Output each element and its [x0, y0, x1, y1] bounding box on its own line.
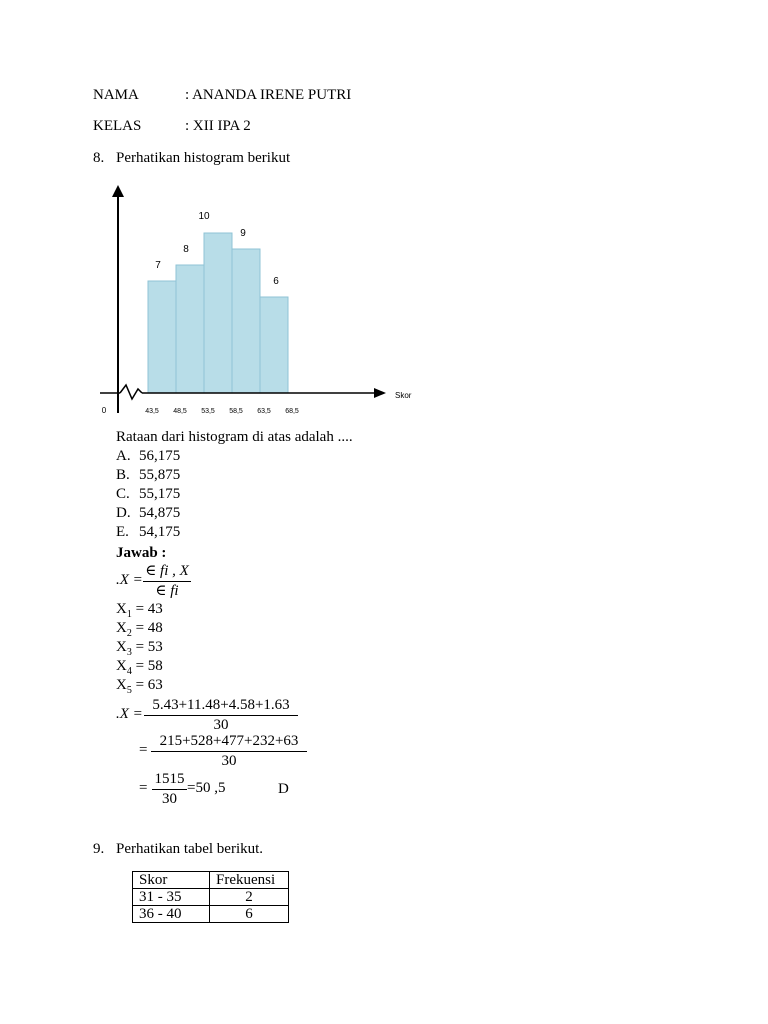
- histogram-tick-labels: [145, 408, 299, 415]
- histogram-bar: [260, 297, 288, 393]
- q9-number: 9.: [93, 841, 105, 857]
- frequency-table: [132, 871, 289, 923]
- bar-value-label: 7: [155, 260, 161, 271]
- q9-prompt: Perhatikan tabel berikut.: [116, 841, 264, 857]
- nama-value: : ANANDA IRENE PUTRI: [185, 87, 352, 103]
- x-value: = 58: [131, 658, 163, 674]
- histogram-chart: [90, 180, 430, 425]
- calc1-denominator: 30: [213, 717, 229, 733]
- x-symbol: X: [116, 639, 127, 655]
- calc3-equals: =: [139, 780, 148, 796]
- option-value: 55,875: [139, 467, 181, 483]
- table-header-cell: Skor: [133, 872, 210, 889]
- y-axis-arrow: [112, 185, 124, 197]
- q8-question: Rataan dari histogram di atas adalah ....: [116, 429, 353, 445]
- x-value-item: [116, 620, 163, 639]
- mean-formula-fraction: [143, 563, 191, 600]
- x-symbol: X: [116, 601, 127, 617]
- x-value-item: [116, 658, 163, 677]
- option-key: D.: [116, 505, 131, 521]
- option-key: C.: [116, 486, 130, 502]
- x-tick-label: 58,5: [229, 408, 243, 415]
- x-subscript: 4: [126, 666, 132, 677]
- x-tick-label: 43,5: [145, 408, 159, 415]
- calc2-equals: =: [139, 742, 148, 758]
- histogram-bar: [204, 233, 232, 393]
- fraction-bar: [144, 715, 298, 716]
- calc3-result: =50 ,5: [187, 780, 226, 796]
- x-value: = 43: [131, 601, 163, 617]
- option-value: 55,175: [139, 486, 181, 502]
- calc2-denominator: 30: [221, 753, 237, 769]
- formula-denominator: ∈ fi: [155, 583, 179, 599]
- axis-break-zigzag: [120, 385, 142, 399]
- option-key: B.: [116, 467, 130, 483]
- calc2-numerator: 215+528+477+232+63: [159, 733, 299, 749]
- option-value: 54,175: [139, 524, 181, 540]
- bar-value-label: 10: [198, 211, 210, 222]
- answer-label: Jawab :: [116, 545, 167, 561]
- x-subscript: 3: [126, 647, 132, 658]
- x-symbol: X: [116, 658, 127, 674]
- x-value-item: [116, 677, 163, 696]
- q8-prompt: Perhatikan histogram berikut: [116, 150, 291, 166]
- x-value: = 48: [131, 620, 163, 636]
- x-axis-label: Skor: [395, 391, 412, 400]
- kelas-value: : XII IPA 2: [185, 118, 251, 134]
- bar-value-label: 6: [273, 276, 279, 287]
- table-header-cell: Frekuensi: [210, 872, 289, 889]
- bar-value-label: 8: [183, 244, 189, 255]
- calc1-numerator: 5.43+11.48+4.58+1.63: [152, 697, 290, 713]
- option-key: A.: [116, 448, 131, 464]
- option-value: 54,875: [139, 505, 181, 521]
- mean-symbol: .X =: [116, 572, 143, 588]
- final-answer: D: [278, 781, 289, 797]
- x-value-item: [116, 639, 163, 658]
- x-axis-arrow: [374, 388, 386, 398]
- x-value: = 53: [131, 639, 163, 655]
- histogram-bar: [232, 249, 260, 393]
- calc1-prefix: .X =: [116, 706, 143, 722]
- x-tick-label: 63,5: [257, 408, 271, 415]
- x-value: = 63: [131, 677, 163, 693]
- fraction-bar: [151, 751, 307, 752]
- table-row: [133, 889, 289, 906]
- x-tick-label: 53,5: [201, 408, 215, 415]
- option-value: 56,175: [139, 448, 181, 464]
- histogram-bar: [176, 265, 204, 393]
- x-tick-label: 68,5: [285, 408, 299, 415]
- fraction-bar: [143, 581, 191, 582]
- histogram-bars: [148, 233, 288, 393]
- table-cell: 31 - 35: [133, 889, 210, 906]
- kelas-label: KELAS: [93, 118, 142, 134]
- table-header-row: [133, 872, 289, 889]
- calc1-fraction: [144, 697, 298, 734]
- calc3-numerator: 1515: [154, 771, 185, 787]
- table-cell: 2: [210, 889, 289, 906]
- x-value-item: [116, 601, 163, 620]
- option-key: E.: [116, 524, 129, 540]
- histogram-bar: [148, 281, 176, 393]
- bar-value-label: 9: [240, 228, 246, 239]
- x-subscript: 2: [126, 628, 132, 639]
- table-cell: 6: [210, 906, 289, 923]
- calc3-denominator: 30: [162, 791, 177, 807]
- x-tick-label: 48,5: [173, 408, 187, 415]
- origin-label: 0: [101, 406, 107, 415]
- calc3-fraction: [152, 771, 187, 808]
- x-subscript: 1: [126, 609, 132, 620]
- table-cell: 36 - 40: [133, 906, 210, 923]
- calc2-fraction: [151, 733, 307, 770]
- nama-label: NAMA: [93, 87, 139, 103]
- formula-numerator: ∈ fi , X: [145, 563, 189, 579]
- x-symbol: X: [116, 677, 127, 693]
- table-row: [133, 906, 289, 923]
- q8-number: 8.: [93, 150, 105, 166]
- x-subscript: 5: [126, 685, 132, 696]
- x-symbol: X: [116, 620, 127, 636]
- fraction-bar: [152, 789, 187, 790]
